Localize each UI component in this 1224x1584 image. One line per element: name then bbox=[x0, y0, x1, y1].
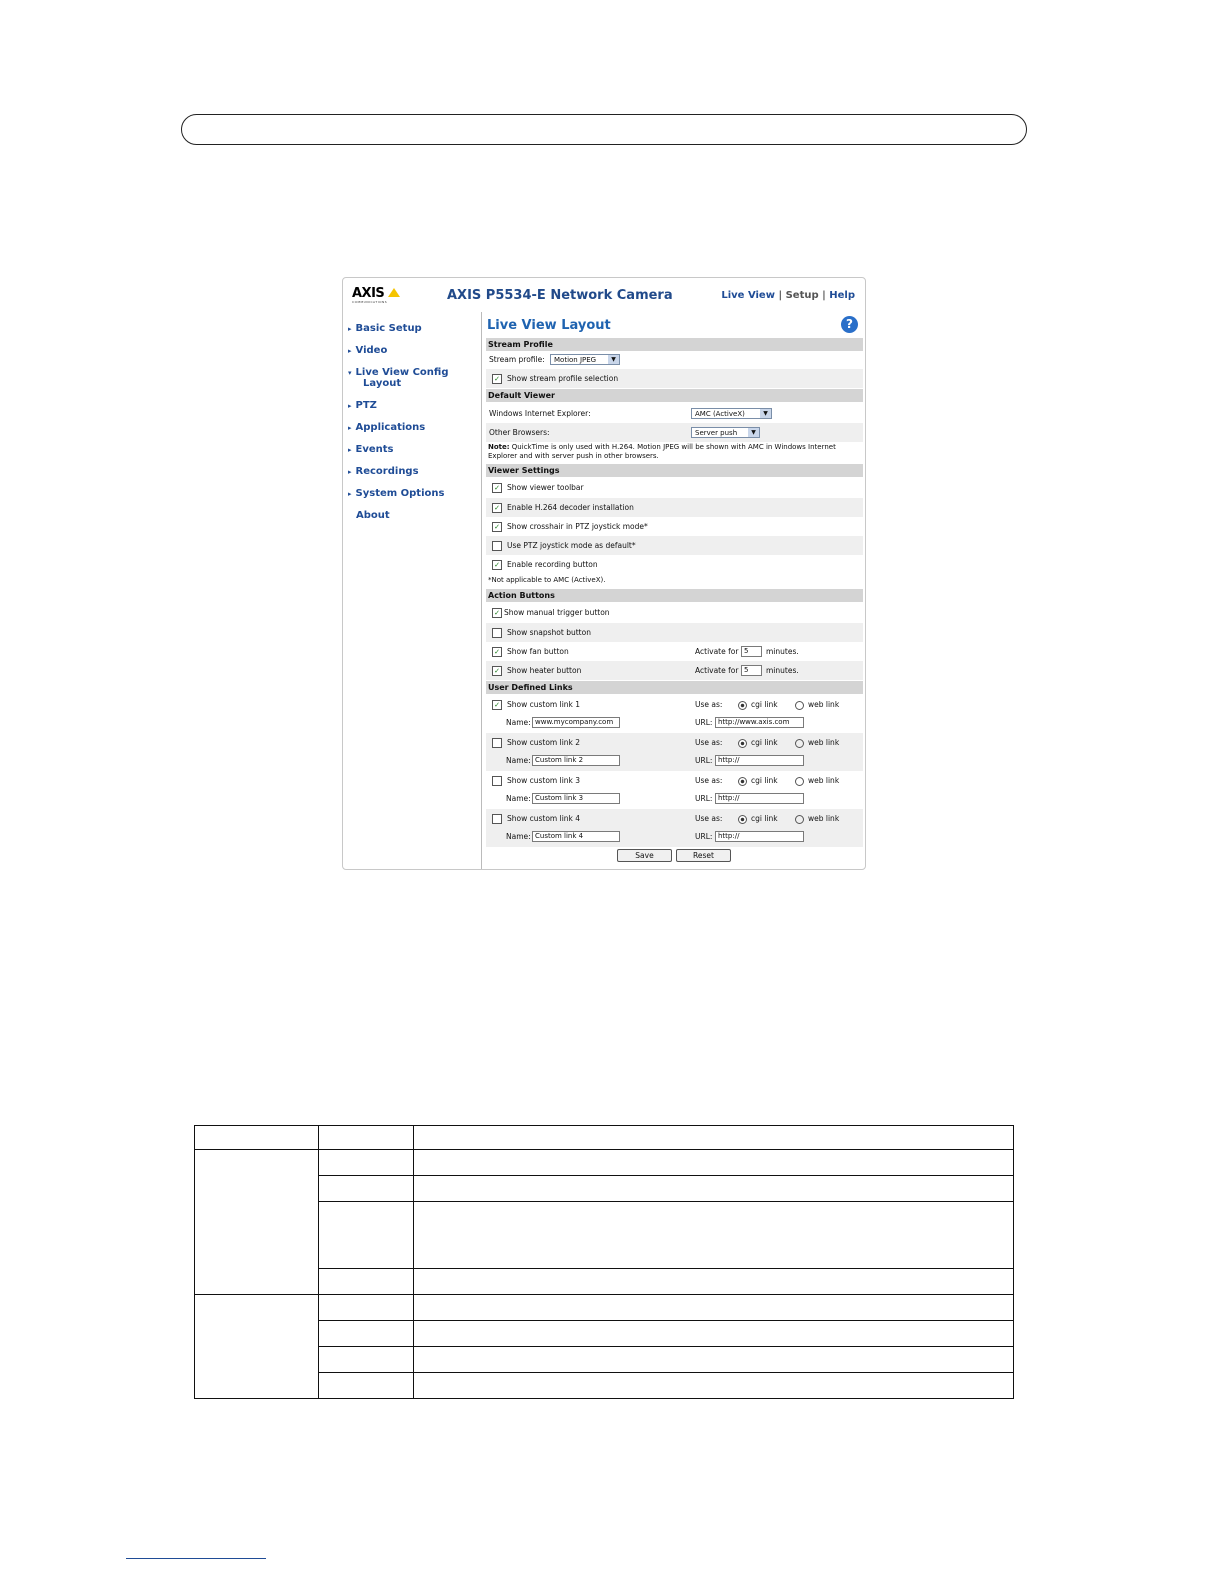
h264-decoder-checkbox[interactable]: ✓ bbox=[492, 503, 502, 513]
parameter-table bbox=[194, 1125, 1014, 1399]
cgi-link-radio-4[interactable]: cgi link bbox=[738, 809, 778, 828]
chevron-right-icon: ▸ bbox=[348, 446, 352, 454]
heater-minutes-label: minutes. bbox=[766, 666, 799, 675]
other-browsers-select[interactable]: Server push ▼ bbox=[691, 427, 760, 438]
custom-link-4-group: Show custom link 4 Use as: cgi link web link Name: URL: bbox=[486, 809, 863, 847]
link-separator: | bbox=[778, 290, 783, 301]
heater-checkbox[interactable]: ✓ bbox=[492, 666, 502, 676]
chevron-down-icon: ▼ bbox=[760, 409, 771, 418]
sidebar-item-recordings[interactable]: ▸ Recordings bbox=[348, 466, 419, 477]
viewer-setting-row: ✓ Show crosshair in PTZ joystick mode* bbox=[486, 517, 863, 536]
viewer-setting-row: Use PTZ joystick mode as default* bbox=[486, 536, 863, 555]
heater-activate-label: Activate for bbox=[695, 666, 739, 675]
link-separator: | bbox=[822, 290, 826, 301]
stream-profile-row bbox=[486, 352, 863, 368]
fan-activate-input[interactable]: 5 bbox=[741, 646, 762, 657]
setup-link[interactable]: Setup bbox=[785, 290, 819, 301]
stream-profile-label: Stream profile: bbox=[489, 355, 545, 364]
chevron-down-icon: ▾ bbox=[348, 369, 352, 377]
section-user-defined-links: User Defined Links bbox=[486, 681, 863, 694]
top-links bbox=[721, 290, 855, 301]
fan-activate-label: Activate for bbox=[695, 647, 739, 656]
logo-triangle-icon bbox=[388, 288, 400, 297]
sidebar-item-live-view-config[interactable]: ▾ Live View Config bbox=[348, 367, 449, 378]
help-link[interactable]: Help bbox=[829, 290, 855, 301]
cgi-link-radio-3[interactable]: cgi link bbox=[738, 771, 778, 790]
live-view-link[interactable]: Live View bbox=[721, 290, 775, 301]
section-stream-profile: Stream Profile bbox=[486, 338, 863, 351]
section-action-buttons: Action Buttons bbox=[486, 589, 863, 602]
chevron-right-icon: ▸ bbox=[348, 347, 352, 355]
viewer-toolbar-checkbox[interactable]: ✓ bbox=[492, 483, 502, 493]
sidebar-item-applications[interactable]: ▸ Applications bbox=[348, 422, 426, 433]
other-browsers-row: Other Browsers: bbox=[486, 423, 863, 442]
section-viewer-settings: Viewer Settings bbox=[486, 464, 863, 477]
crosshair-checkbox[interactable]: ✓ bbox=[492, 522, 502, 532]
viewer-note: Note: QuickTime is only used with H.264. Motion JPEG will be shown with AMC in Windows Internet Explorer and with server push in other browsers. bbox=[488, 443, 836, 460]
save-button[interactable]: Save bbox=[617, 849, 672, 862]
custom-link-4-checkbox[interactable] bbox=[492, 814, 502, 824]
product-title: AXIS P5534-E Network Camera bbox=[447, 288, 673, 303]
action-row: Show snapshot button bbox=[486, 623, 863, 642]
ie-viewer-select[interactable]: AMC (ActiveX) ▼ bbox=[691, 408, 772, 419]
custom-link-3-name-input[interactable]: Custom link 3 bbox=[532, 793, 620, 804]
table-row bbox=[195, 1150, 1014, 1176]
custom-link-2-group: Show custom link 2 Use as: cgi link web link Name: URL: bbox=[486, 733, 863, 771]
web-link-radio-2[interactable]: web link bbox=[795, 733, 839, 752]
fan-checkbox[interactable]: ✓ bbox=[492, 647, 502, 657]
fan-minutes-label: minutes. bbox=[766, 647, 799, 656]
table-row bbox=[195, 1126, 1014, 1150]
cgi-link-radio-2[interactable]: cgi link bbox=[738, 733, 778, 752]
sidebar-item-video[interactable]: ▸ Video bbox=[348, 345, 388, 356]
logo-subtitle: COMMUNICATIONS bbox=[352, 300, 388, 304]
show-stream-profile-checkbox[interactable]: ✓ bbox=[492, 374, 502, 384]
ie-viewer-row: Windows Internet Explorer: bbox=[489, 409, 591, 418]
custom-link-1-checkbox[interactable]: ✓ bbox=[492, 700, 502, 710]
camera-screenshot bbox=[342, 277, 866, 870]
custom-link-4-url-input[interactable]: http:// bbox=[715, 831, 804, 842]
sidebar-item-about[interactable]: About bbox=[356, 510, 390, 521]
axis-logo: AXIS bbox=[352, 286, 385, 301]
header-bar bbox=[181, 114, 1027, 145]
joystick-default-checkbox[interactable] bbox=[492, 541, 502, 551]
web-link-radio-3[interactable]: web link bbox=[795, 771, 839, 790]
viewer-setting-row: ✓ Enable recording button bbox=[486, 555, 863, 574]
sidebar-item-events[interactable]: ▸ Events bbox=[348, 444, 394, 455]
footer-link-underline[interactable] bbox=[126, 1558, 266, 1559]
viewer-setting-row: ✓ Show viewer toolbar bbox=[486, 478, 863, 497]
chevron-right-icon: ▸ bbox=[348, 468, 352, 476]
web-link-radio-1[interactable]: web link bbox=[795, 695, 839, 714]
sidebar bbox=[343, 312, 482, 869]
manual-trigger-checkbox[interactable]: ✓ bbox=[492, 608, 502, 618]
custom-link-2-name-input[interactable]: Custom link 2 bbox=[532, 755, 620, 766]
action-row: ✓ Show manual trigger button bbox=[486, 603, 863, 622]
heater-activate-input[interactable]: 5 bbox=[741, 665, 762, 676]
chevron-right-icon: ▸ bbox=[348, 325, 352, 333]
show-stream-profile-row: ✓ Show stream profile selection bbox=[486, 369, 863, 388]
help-icon[interactable]: ? bbox=[841, 316, 858, 333]
chevron-down-icon: ▼ bbox=[608, 355, 619, 364]
chevron-right-icon: ▸ bbox=[348, 490, 352, 498]
action-row: ✓ Show fan button Activate for minutes. bbox=[486, 642, 863, 661]
section-default-viewer: Default Viewer bbox=[486, 389, 863, 402]
custom-link-3-url-input[interactable]: http:// bbox=[715, 793, 804, 804]
sidebar-subitem-layout[interactable]: Layout bbox=[363, 378, 402, 389]
viewer-footnote: *Not applicable to AMC (ActiveX). bbox=[488, 576, 606, 584]
custom-link-1-url-input[interactable]: http://www.axis.com bbox=[715, 717, 804, 728]
web-link-radio-4[interactable]: web link bbox=[795, 809, 839, 828]
cgi-link-radio-1[interactable]: cgi link bbox=[738, 695, 778, 714]
reset-button[interactable]: Reset bbox=[676, 849, 731, 862]
viewer-setting-row: ✓ Enable H.264 decoder installation bbox=[486, 498, 863, 517]
stream-profile-select[interactable]: Motion JPEG ▼ bbox=[550, 354, 620, 365]
sidebar-item-basic-setup[interactable]: ▸ Basic Setup bbox=[348, 323, 422, 334]
chevron-right-icon: ▸ bbox=[348, 402, 352, 410]
table-row bbox=[195, 1295, 1014, 1321]
sidebar-item-system-options[interactable]: ▸ System Options bbox=[348, 488, 445, 499]
custom-link-3-checkbox[interactable] bbox=[492, 776, 502, 786]
custom-link-2-checkbox[interactable] bbox=[492, 738, 502, 748]
custom-link-4-name-input[interactable]: Custom link 4 bbox=[532, 831, 620, 842]
page-title: Live View Layout bbox=[487, 318, 611, 333]
camera-header bbox=[343, 278, 865, 312]
action-row: ✓ Show heater button Activate for minutes. bbox=[486, 661, 863, 680]
custom-link-3-group: Show custom link 3 Use as: cgi link web link Name: URL: bbox=[486, 771, 863, 809]
recording-button-checkbox[interactable]: ✓ bbox=[492, 560, 502, 570]
chevron-down-icon: ▼ bbox=[748, 428, 759, 437]
snapshot-checkbox[interactable] bbox=[492, 628, 502, 638]
custom-link-1-name-input[interactable]: www.mycompany.com bbox=[532, 717, 620, 728]
sidebar-item-ptz[interactable]: ▸ PTZ bbox=[348, 400, 377, 411]
custom-link-1-group: ✓ Show custom link 1 Use as: cgi link web link Name: URL: bbox=[486, 695, 863, 733]
custom-link-2-url-input[interactable]: http:// bbox=[715, 755, 804, 766]
chevron-right-icon: ▸ bbox=[348, 424, 352, 432]
